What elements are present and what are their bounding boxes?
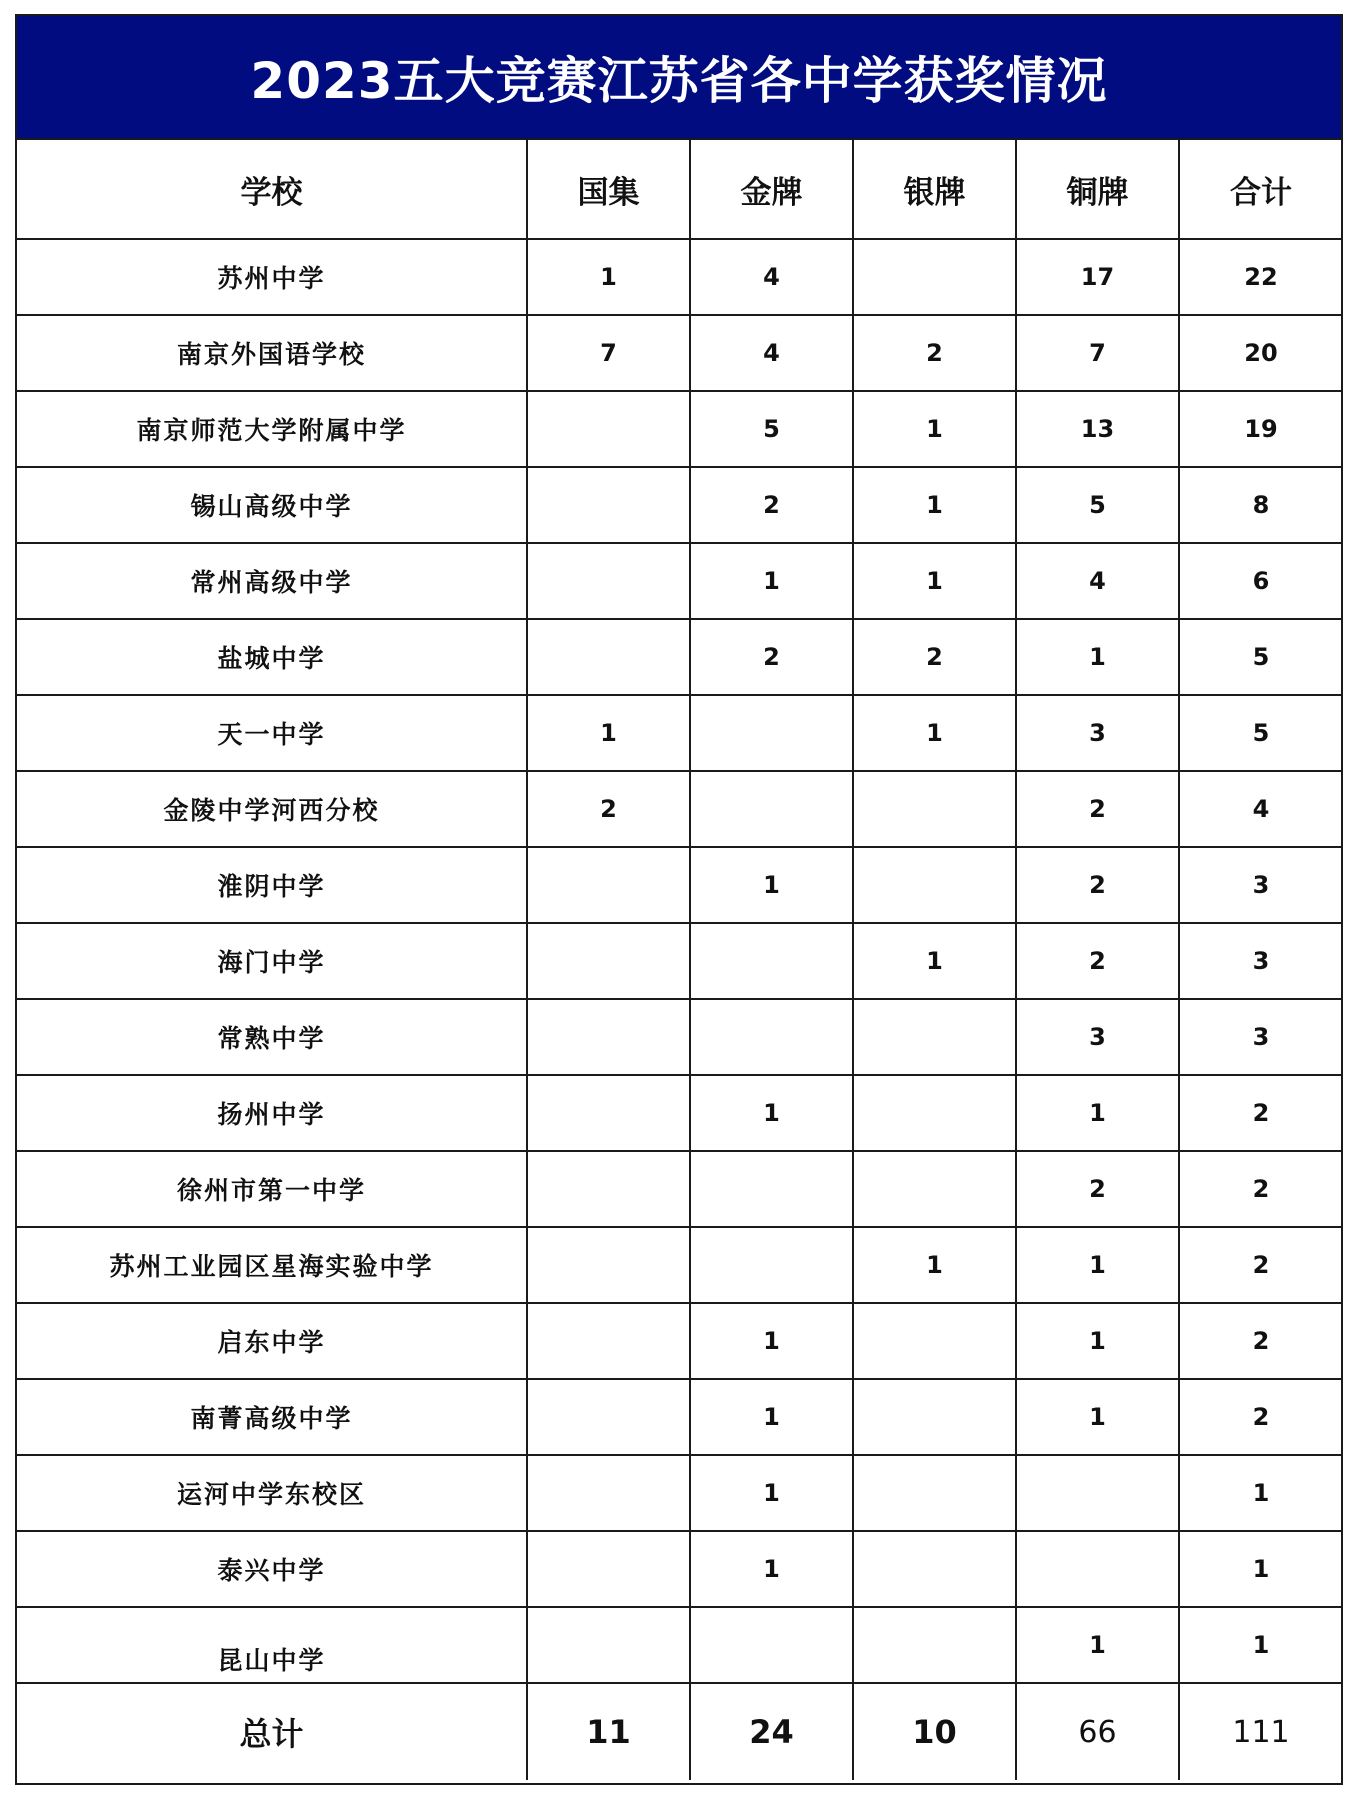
cell-bronze: 1 <box>1016 1379 1179 1455</box>
cell-bronze: 17 <box>1016 239 1179 315</box>
cell-guoji: 7 <box>527 315 690 391</box>
cell-school <box>17 1607 527 1683</box>
cell-silver <box>853 1455 1016 1531</box>
cell-school: 苏州工业园区星海实验中学 <box>17 1227 527 1303</box>
cell-gold <box>690 923 853 999</box>
cell-silver <box>853 771 1016 847</box>
cell-silver <box>853 1531 1016 1607</box>
cell-gold: 1 <box>690 543 853 619</box>
cell-silver: 1 <box>853 695 1016 771</box>
cell-bronze: 1 <box>1016 1607 1179 1683</box>
header-row <box>17 140 1342 239</box>
cell-silver <box>853 1075 1016 1151</box>
cell-bronze <box>1016 1531 1179 1607</box>
cell-total: 8 <box>1179 467 1342 543</box>
cell-silver <box>853 847 1016 923</box>
cell-total: 3 <box>1179 923 1342 999</box>
cell-silver: 1 <box>853 1227 1016 1303</box>
table-row <box>17 1455 1342 1531</box>
cell-gold: 5 <box>690 391 853 467</box>
cell-total: 1 <box>1179 1607 1342 1683</box>
cell-gold: 1 <box>690 1531 853 1607</box>
footer-guoji: 11 <box>527 1683 690 1780</box>
table-row <box>17 619 1342 695</box>
cell-bronze: 1 <box>1016 619 1179 695</box>
cell-school: 徐州市第一中学 <box>17 1151 527 1227</box>
footer-label: 总计 <box>17 1683 527 1780</box>
cell-total: 6 <box>1179 543 1342 619</box>
cell-gold <box>690 1151 853 1227</box>
cell-silver: 2 <box>853 619 1016 695</box>
table-row <box>17 1379 1342 1455</box>
cell-school: 海门中学 <box>17 923 527 999</box>
cell-total: 3 <box>1179 999 1342 1075</box>
cell-silver: 1 <box>853 391 1016 467</box>
cell-bronze: 2 <box>1016 1151 1179 1227</box>
cell-guoji <box>527 1151 690 1227</box>
cell-gold <box>690 999 853 1075</box>
cell-total: 4 <box>1179 771 1342 847</box>
cell-silver: 1 <box>853 923 1016 999</box>
table-row <box>17 999 1342 1075</box>
cell-silver <box>853 1151 1016 1227</box>
table-row <box>17 771 1342 847</box>
award-table-sheet <box>15 14 1343 1785</box>
cell-guoji <box>527 847 690 923</box>
cell-school: 金陵中学河西分校 <box>17 771 527 847</box>
table-row <box>17 467 1342 543</box>
cell-gold: 4 <box>690 239 853 315</box>
cell-silver <box>853 1607 1016 1683</box>
cell-guoji <box>527 1531 690 1607</box>
cell-bronze: 5 <box>1016 467 1179 543</box>
table-row <box>17 1151 1342 1227</box>
school-name: 昆山中学 <box>217 1645 326 1675</box>
cell-gold: 1 <box>690 1455 853 1531</box>
cell-gold <box>690 1227 853 1303</box>
cell-guoji <box>527 1607 690 1683</box>
cell-school: 南京师范大学附属中学 <box>17 391 527 467</box>
cell-bronze: 13 <box>1016 391 1179 467</box>
cell-guoji <box>527 923 690 999</box>
cell-bronze: 1 <box>1016 1075 1179 1151</box>
cell-bronze: 3 <box>1016 695 1179 771</box>
cell-gold: 2 <box>690 619 853 695</box>
cell-gold: 1 <box>690 1075 853 1151</box>
cell-gold <box>690 1607 853 1683</box>
table-row <box>17 239 1342 315</box>
header-silver: 银牌 <box>853 140 1016 239</box>
cell-guoji: 2 <box>527 771 690 847</box>
cell-guoji <box>527 1303 690 1379</box>
table-row <box>17 1303 1342 1379</box>
cell-school: 苏州中学 <box>17 239 527 315</box>
cell-school: 启东中学 <box>17 1303 527 1379</box>
cell-guoji <box>527 1075 690 1151</box>
cell-total: 5 <box>1179 619 1342 695</box>
footer-gold: 24 <box>690 1683 853 1780</box>
cell-silver <box>853 239 1016 315</box>
cell-bronze: 3 <box>1016 999 1179 1075</box>
cell-guoji <box>527 619 690 695</box>
cell-total: 22 <box>1179 239 1342 315</box>
cell-bronze: 2 <box>1016 923 1179 999</box>
cell-gold: 1 <box>690 847 853 923</box>
cell-school: 锡山高级中学 <box>17 467 527 543</box>
cell-guoji: 1 <box>527 239 690 315</box>
header-school: 学校 <box>17 140 527 239</box>
cell-bronze: 4 <box>1016 543 1179 619</box>
cell-total: 1 <box>1179 1455 1342 1531</box>
cell-total: 2 <box>1179 1151 1342 1227</box>
cell-bronze <box>1016 1455 1179 1531</box>
cell-guoji <box>527 543 690 619</box>
cell-school: 天一中学 <box>17 695 527 771</box>
cell-school: 运河中学东校区 <box>17 1455 527 1531</box>
cell-total: 2 <box>1179 1227 1342 1303</box>
cell-silver <box>853 1379 1016 1455</box>
cell-school: 扬州中学 <box>17 1075 527 1151</box>
table-row <box>17 847 1342 923</box>
table-row <box>17 315 1342 391</box>
cell-silver: 1 <box>853 467 1016 543</box>
footer-bronze: 66 <box>1016 1683 1179 1780</box>
table-row <box>17 391 1342 467</box>
cell-school: 常州高级中学 <box>17 543 527 619</box>
cell-silver: 2 <box>853 315 1016 391</box>
cell-total: 2 <box>1179 1379 1342 1455</box>
footer-row <box>17 1683 1342 1780</box>
cell-guoji <box>527 1227 690 1303</box>
table-row <box>17 1531 1342 1607</box>
cell-gold: 1 <box>690 1303 853 1379</box>
cell-gold <box>690 695 853 771</box>
cell-total: 19 <box>1179 391 1342 467</box>
table-row <box>17 923 1342 999</box>
cell-total: 2 <box>1179 1303 1342 1379</box>
table-row <box>17 1607 1342 1683</box>
header-bronze: 铜牌 <box>1016 140 1179 239</box>
cell-school: 南京外国语学校 <box>17 315 527 391</box>
cell-school: 常熟中学 <box>17 999 527 1075</box>
cell-silver <box>853 1303 1016 1379</box>
table-row <box>17 543 1342 619</box>
cell-gold <box>690 771 853 847</box>
footer-total: 111 <box>1179 1683 1342 1780</box>
cell-total: 3 <box>1179 847 1342 923</box>
cell-bronze: 7 <box>1016 315 1179 391</box>
awards-table <box>17 140 1342 1780</box>
cell-silver <box>853 999 1016 1075</box>
cell-gold: 1 <box>690 1379 853 1455</box>
cell-guoji <box>527 467 690 543</box>
cell-total: 5 <box>1179 695 1342 771</box>
cell-bronze: 2 <box>1016 771 1179 847</box>
cell-total: 2 <box>1179 1075 1342 1151</box>
table-row <box>17 1075 1342 1151</box>
cell-total: 1 <box>1179 1531 1342 1607</box>
cell-guoji <box>527 1379 690 1455</box>
footer-silver: 10 <box>853 1683 1016 1780</box>
cell-gold: 2 <box>690 467 853 543</box>
cell-guoji <box>527 999 690 1075</box>
cell-bronze: 1 <box>1016 1227 1179 1303</box>
header-guoji: 国集 <box>527 140 690 239</box>
cell-guoji <box>527 391 690 467</box>
table-row <box>17 695 1342 771</box>
cell-gold: 4 <box>690 315 853 391</box>
cell-school: 盐城中学 <box>17 619 527 695</box>
cell-guoji: 1 <box>527 695 690 771</box>
header-gold: 金牌 <box>690 140 853 239</box>
header-total: 合计 <box>1179 140 1342 239</box>
cell-silver: 1 <box>853 543 1016 619</box>
cell-total: 20 <box>1179 315 1342 391</box>
cell-bronze: 1 <box>1016 1303 1179 1379</box>
cell-school: 泰兴中学 <box>17 1531 527 1607</box>
cell-school: 淮阴中学 <box>17 847 527 923</box>
page-title: 2023五大竞赛江苏省各中学获奖情况 <box>17 16 1341 140</box>
cell-guoji <box>527 1455 690 1531</box>
cell-school: 南菁高级中学 <box>17 1379 527 1455</box>
table-row <box>17 1227 1342 1303</box>
cell-bronze: 2 <box>1016 847 1179 923</box>
